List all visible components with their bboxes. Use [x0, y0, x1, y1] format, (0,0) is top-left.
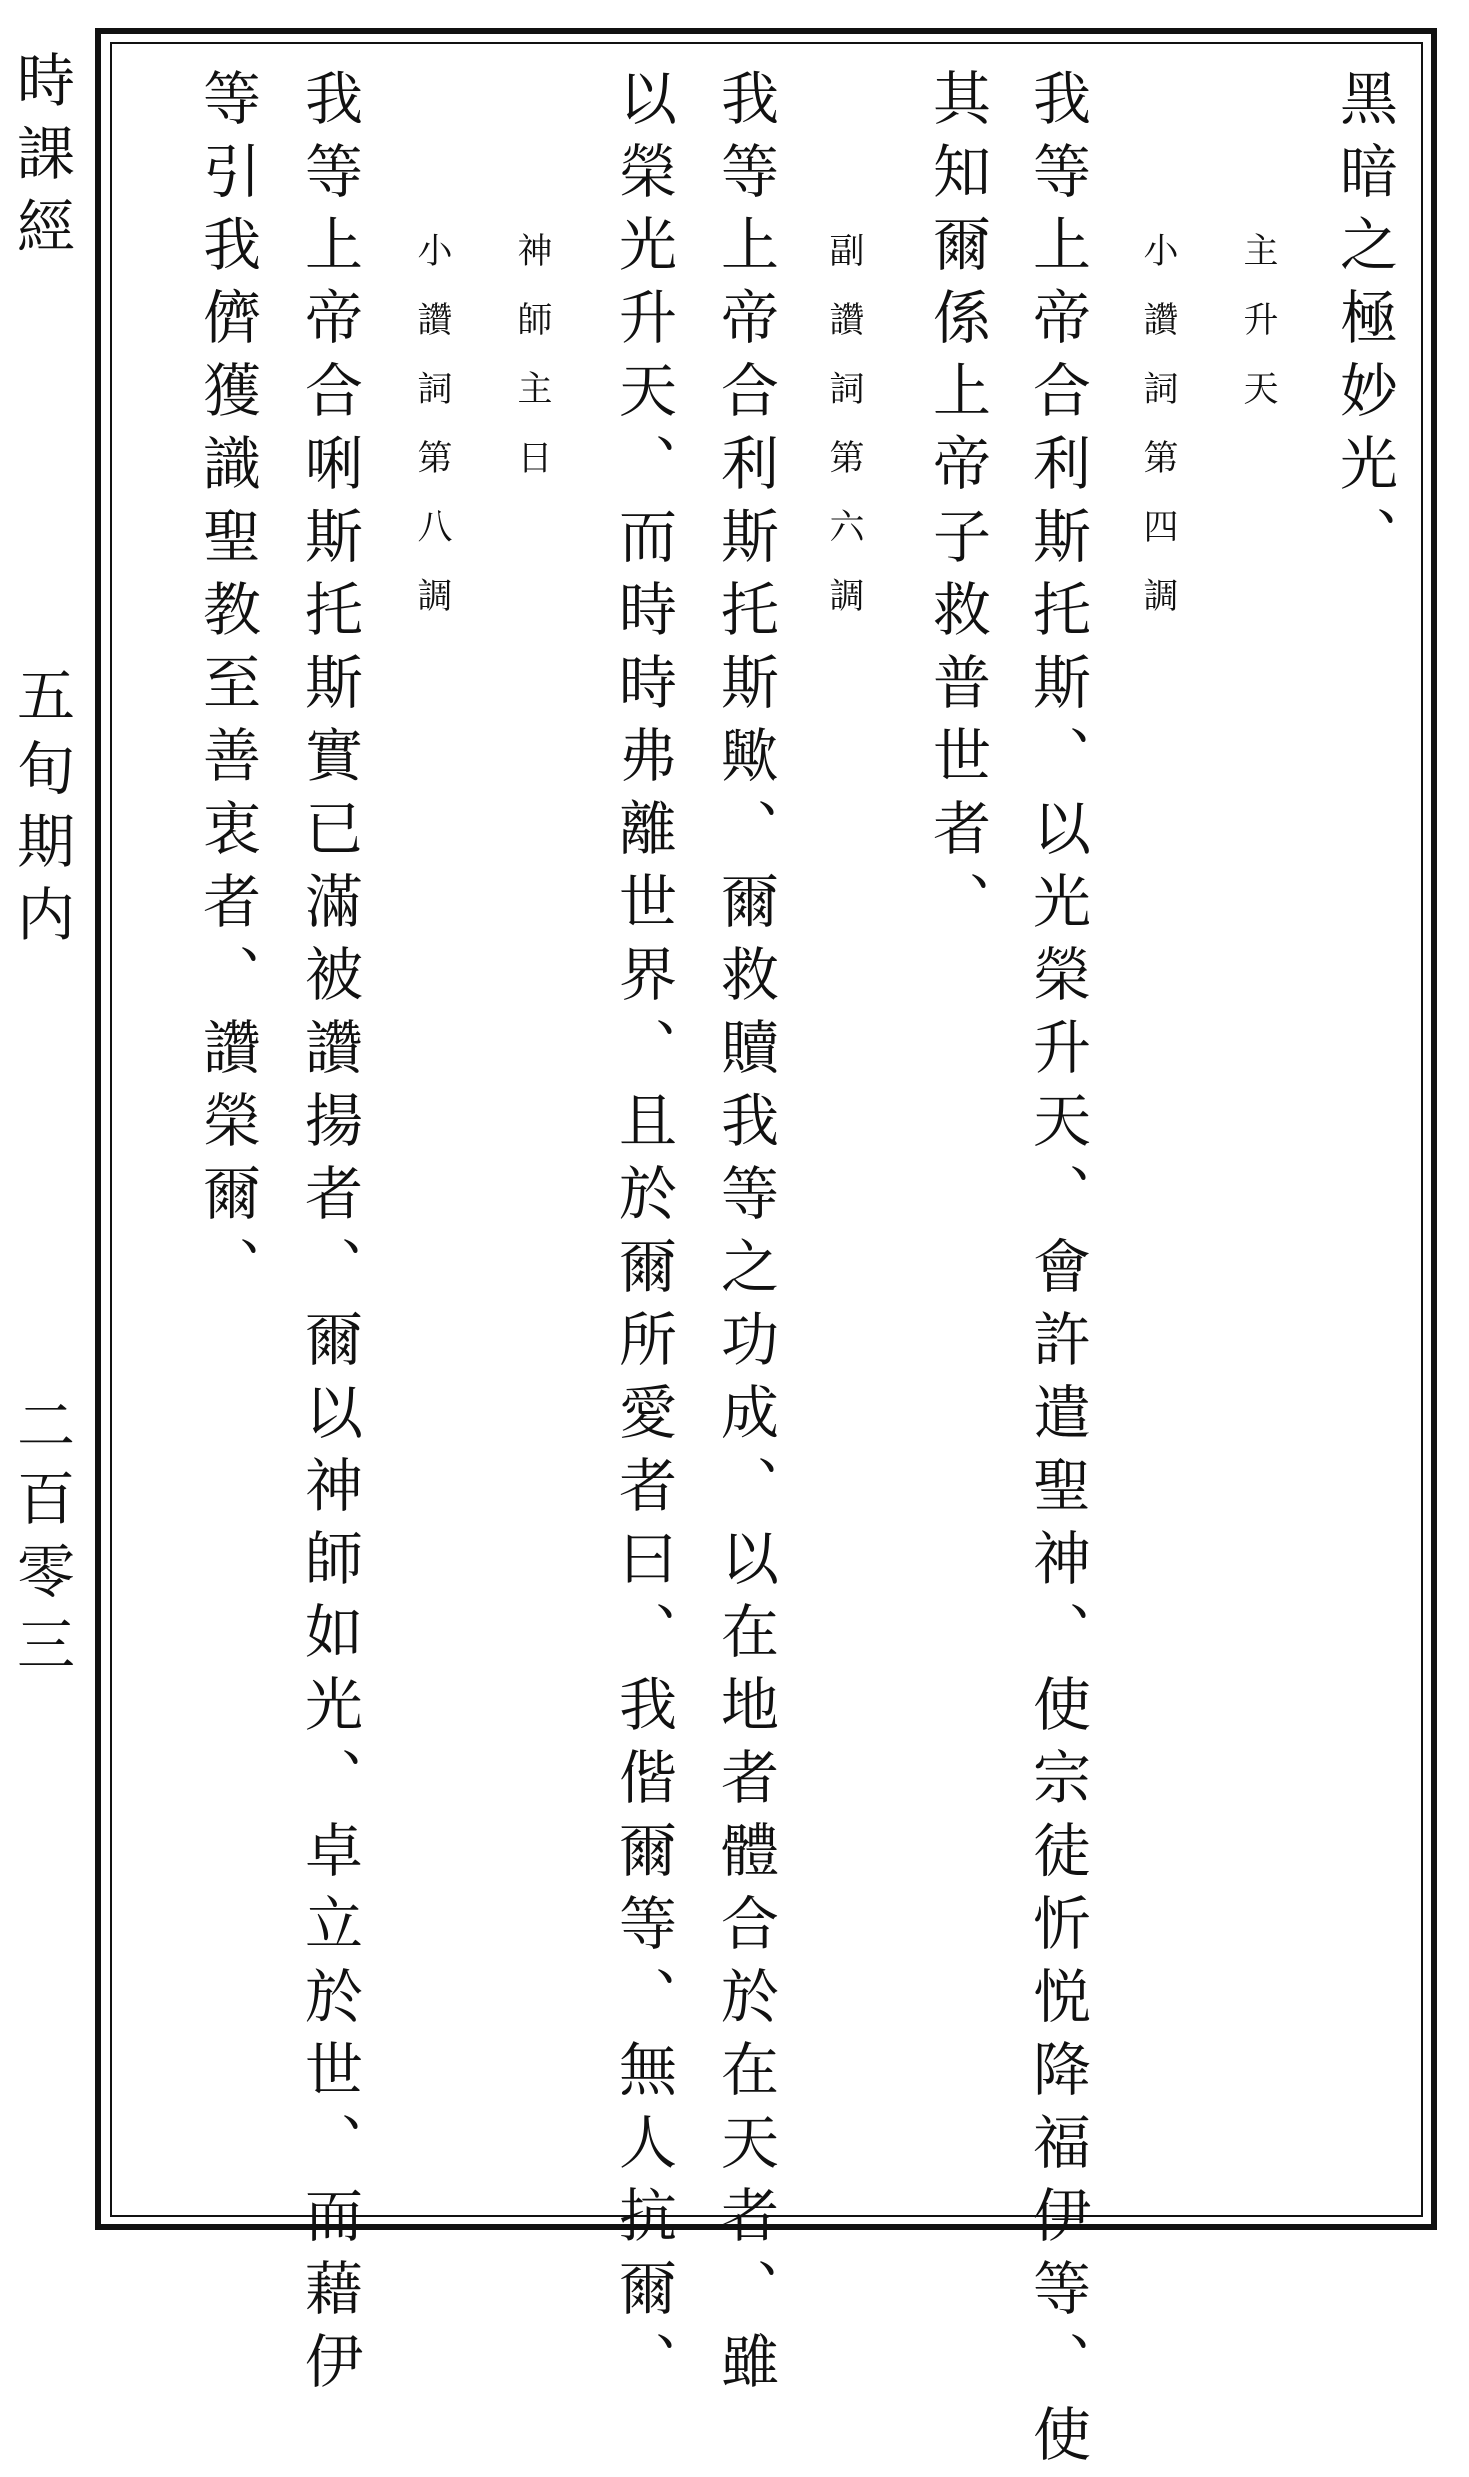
feast-heading-pentecost: 神師主日: [512, 232, 552, 508]
section-title: 五旬期内: [7, 665, 75, 957]
hymn-heading-tone-4: 小讚詞第四調: [1138, 232, 1178, 646]
hymn-heading-tone-8: 小讚詞第八調: [412, 232, 452, 646]
feast-heading-ascension: 主升天: [1238, 232, 1278, 439]
text-column-1: 黑暗之極妙光、: [1330, 68, 1398, 579]
text-column-4: 我等上帝合利斯托斯、以光榮升天、會許遣聖神、使宗徒忻悦降福伊等、使: [1023, 68, 1091, 2477]
page-number: 二百零三: [7, 1395, 75, 1687]
text-column-7: 我等上帝合利斯托斯歟、爾救贖我等之功成、以在地者體合於在天者、雖: [711, 68, 779, 2404]
hymn-heading-tone-6: 副讚詞第六調: [824, 232, 864, 646]
text-column-12: 等引我儕獲識聖教至善衷者、讚榮爾、: [193, 68, 261, 1309]
book-title: 時課經: [7, 50, 75, 269]
text-column-5: 其知爾係上帝子救普世者、: [923, 68, 991, 944]
text-column-8: 以榮光升天、而時時弗離世界、且於爾所愛者曰、我偕爾等、無人抗爾、: [609, 68, 677, 2404]
text-column-11: 我等上帝合唎斯托斯實已滿被讚揚者、爾以神師如光、卓立於世、而藉伊: [295, 68, 363, 2404]
